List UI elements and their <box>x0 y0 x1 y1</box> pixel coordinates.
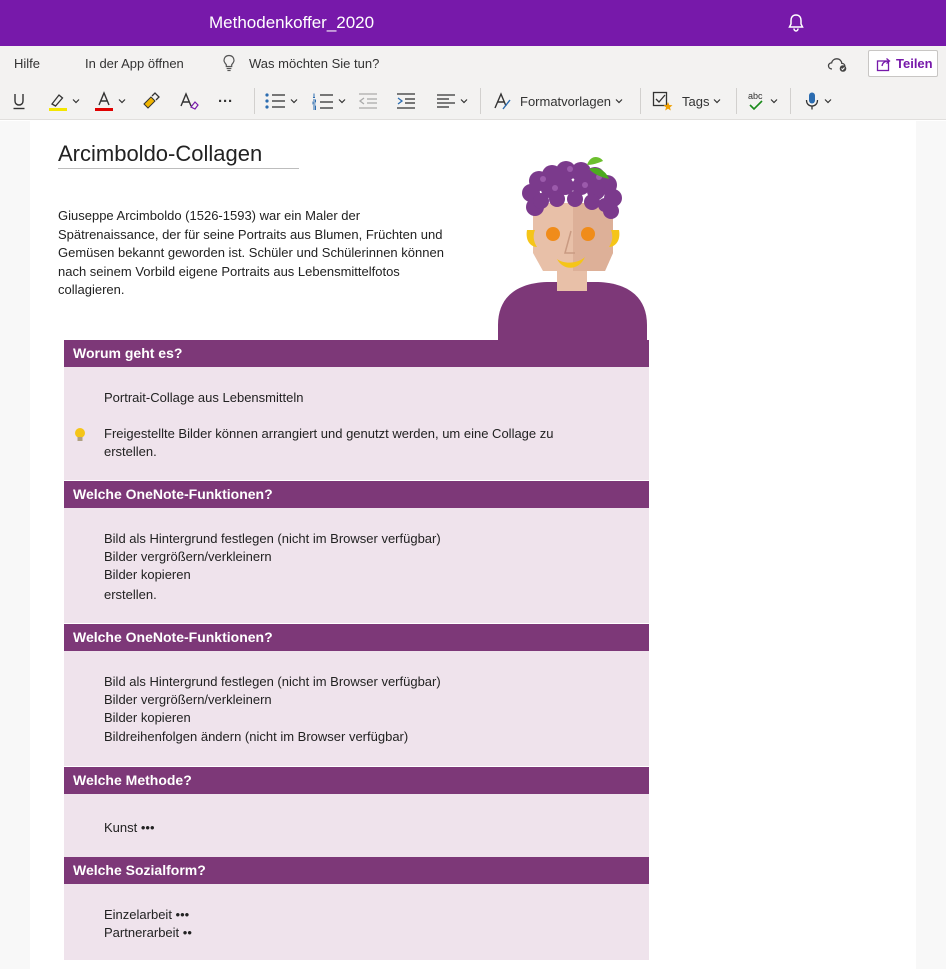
section-line: Bild als Hintergrund festlegen (nicht im Browser verfügbar) <box>104 674 441 689</box>
section-line: Freigestellte Bilder können arrangiert und genutzt werden, um eine Collage zu <box>104 426 554 441</box>
chevron-down-icon <box>72 97 80 105</box>
underline-icon <box>12 92 26 110</box>
format-painter-button[interactable] <box>142 90 160 112</box>
underline-button[interactable] <box>12 90 26 112</box>
dictate-button[interactable] <box>804 90 832 112</box>
font-color-icon <box>94 91 114 111</box>
section-header-social-form[interactable]: Welche Sozialform? <box>64 857 649 884</box>
toolbar-divider <box>790 88 791 114</box>
bullets-button[interactable] <box>264 90 298 112</box>
menu-help[interactable]: Hilfe <box>14 56 41 71</box>
chevron-down-icon <box>824 97 832 105</box>
styles-label: Formatvorlagen <box>520 93 612 109</box>
increase-indent-button[interactable] <box>396 90 416 112</box>
numbered-list-icon <box>312 92 334 110</box>
section-line: Bildreihenfolgen ändern (nicht im Browser verfügbar) <box>104 729 409 744</box>
clear-formatting-button[interactable] <box>179 90 199 112</box>
numbering-button[interactable] <box>312 90 346 112</box>
title-underline <box>58 168 299 169</box>
bell-icon[interactable] <box>786 13 806 33</box>
intro-line: Gemüsen bekannt geworden ist. Schüler und Schülerinnen können <box>58 245 444 260</box>
styles-icon <box>492 91 512 111</box>
section-line: Bild als Hintergrund festlegen (nicht im Browser verfügbar) <box>104 531 441 546</box>
cloud-sync-icon[interactable] <box>827 55 849 73</box>
section-line: Partnerarbeit •• <box>104 925 192 940</box>
paragraph-alignment-button[interactable] <box>436 90 468 112</box>
clear-formatting-icon <box>179 92 199 110</box>
format-painter-icon <box>142 92 160 110</box>
share-button[interactable] <box>868 50 938 77</box>
section-header-topic[interactable]: Worum geht es? <box>64 340 649 367</box>
section-line: Einzelarbeit ••• <box>104 907 190 922</box>
section-line: Bilder kopieren <box>104 567 191 582</box>
menu-open-in-app[interactable]: In der App öffnen <box>85 56 184 71</box>
idea-lightbulb-icon <box>74 427 86 443</box>
spell-check-icon <box>746 91 766 111</box>
title-bar <box>0 0 946 46</box>
intro-line: Giuseppe Arcimboldo (1526-1593) war ein Maler der <box>58 208 361 223</box>
tags-button[interactable] <box>652 90 721 112</box>
lightbulb-icon[interactable] <box>221 54 237 72</box>
section-line: erstellen. <box>104 444 157 459</box>
decrease-indent-button[interactable] <box>358 90 378 112</box>
font-color-button[interactable] <box>94 90 126 112</box>
chevron-down-icon <box>770 97 778 105</box>
section-line: erstellen. <box>104 587 157 602</box>
toolbar-divider <box>640 88 641 114</box>
intro-line: collagieren. <box>58 282 125 297</box>
chevron-down-icon <box>460 97 468 105</box>
decrease-indent-icon <box>358 92 378 110</box>
page-title[interactable]: Arcimboldo-Collagen <box>58 141 263 166</box>
chevron-down-icon <box>118 97 126 105</box>
chevron-down-icon <box>615 97 623 105</box>
arcimboldo-portrait-illustration[interactable] <box>495 155 650 343</box>
spell-abc-text: abc <box>748 91 763 101</box>
menu-bar <box>0 46 946 82</box>
chevron-down-icon <box>290 97 298 105</box>
section-line: Portrait-Collage aus Lebensmitteln <box>104 390 304 405</box>
microphone-icon <box>804 91 820 111</box>
ribbon-toolbar <box>0 82 946 120</box>
highlight-button[interactable] <box>48 90 80 112</box>
section-header-method[interactable]: Welche Methode? <box>64 767 649 794</box>
increase-indent-icon <box>396 92 416 110</box>
section-header-onenote-functions[interactable]: Welche OneNote-Funktionen? <box>64 481 649 508</box>
section-body-topic[interactable] <box>64 367 649 480</box>
notebook-title: Methodenkoffer_2020 <box>209 13 375 32</box>
tell-me-search[interactable]: Was möchten Sie tun? <box>249 56 380 71</box>
section-line: Bilder kopieren <box>104 710 191 725</box>
tags-label: Tags <box>682 93 710 109</box>
section-body-onenote-functions[interactable] <box>64 508 649 623</box>
align-left-icon <box>436 92 456 110</box>
intro-line: nach seinem Vorbild eigene Portraits aus Lebensmittelfotos <box>58 263 400 279</box>
tag-checkbox-icon <box>652 91 674 111</box>
toolbar-divider <box>480 88 481 114</box>
share-icon <box>876 56 892 72</box>
spelling-button[interactable] <box>746 90 778 112</box>
section-header-onenote-functions-2[interactable]: Welche OneNote-Funktionen? <box>64 624 649 651</box>
intro-paragraph[interactable] <box>58 207 488 300</box>
section-line: Bilder vergrößern/verkleinern <box>104 549 272 564</box>
intro-line: Spätrenaissance, der für seine Portraits aus Blumen, Früchten und <box>58 226 443 242</box>
toolbar-divider <box>254 88 255 114</box>
share-label: Teilen <box>896 56 933 71</box>
section-line: Bilder vergrößern/verkleinern <box>104 692 272 707</box>
highlighter-icon <box>48 91 68 111</box>
more-options-button[interactable]: ··· <box>218 92 233 110</box>
section-body-onenote-functions-2[interactable] <box>64 651 649 766</box>
section-body-social-form[interactable] <box>64 884 649 960</box>
chevron-down-icon <box>338 97 346 105</box>
styles-button[interactable] <box>492 90 623 112</box>
bullet-list-icon <box>264 92 286 110</box>
toolbar-divider <box>736 88 737 114</box>
chevron-down-icon <box>713 97 721 105</box>
section-line: Kunst ••• <box>104 820 155 835</box>
